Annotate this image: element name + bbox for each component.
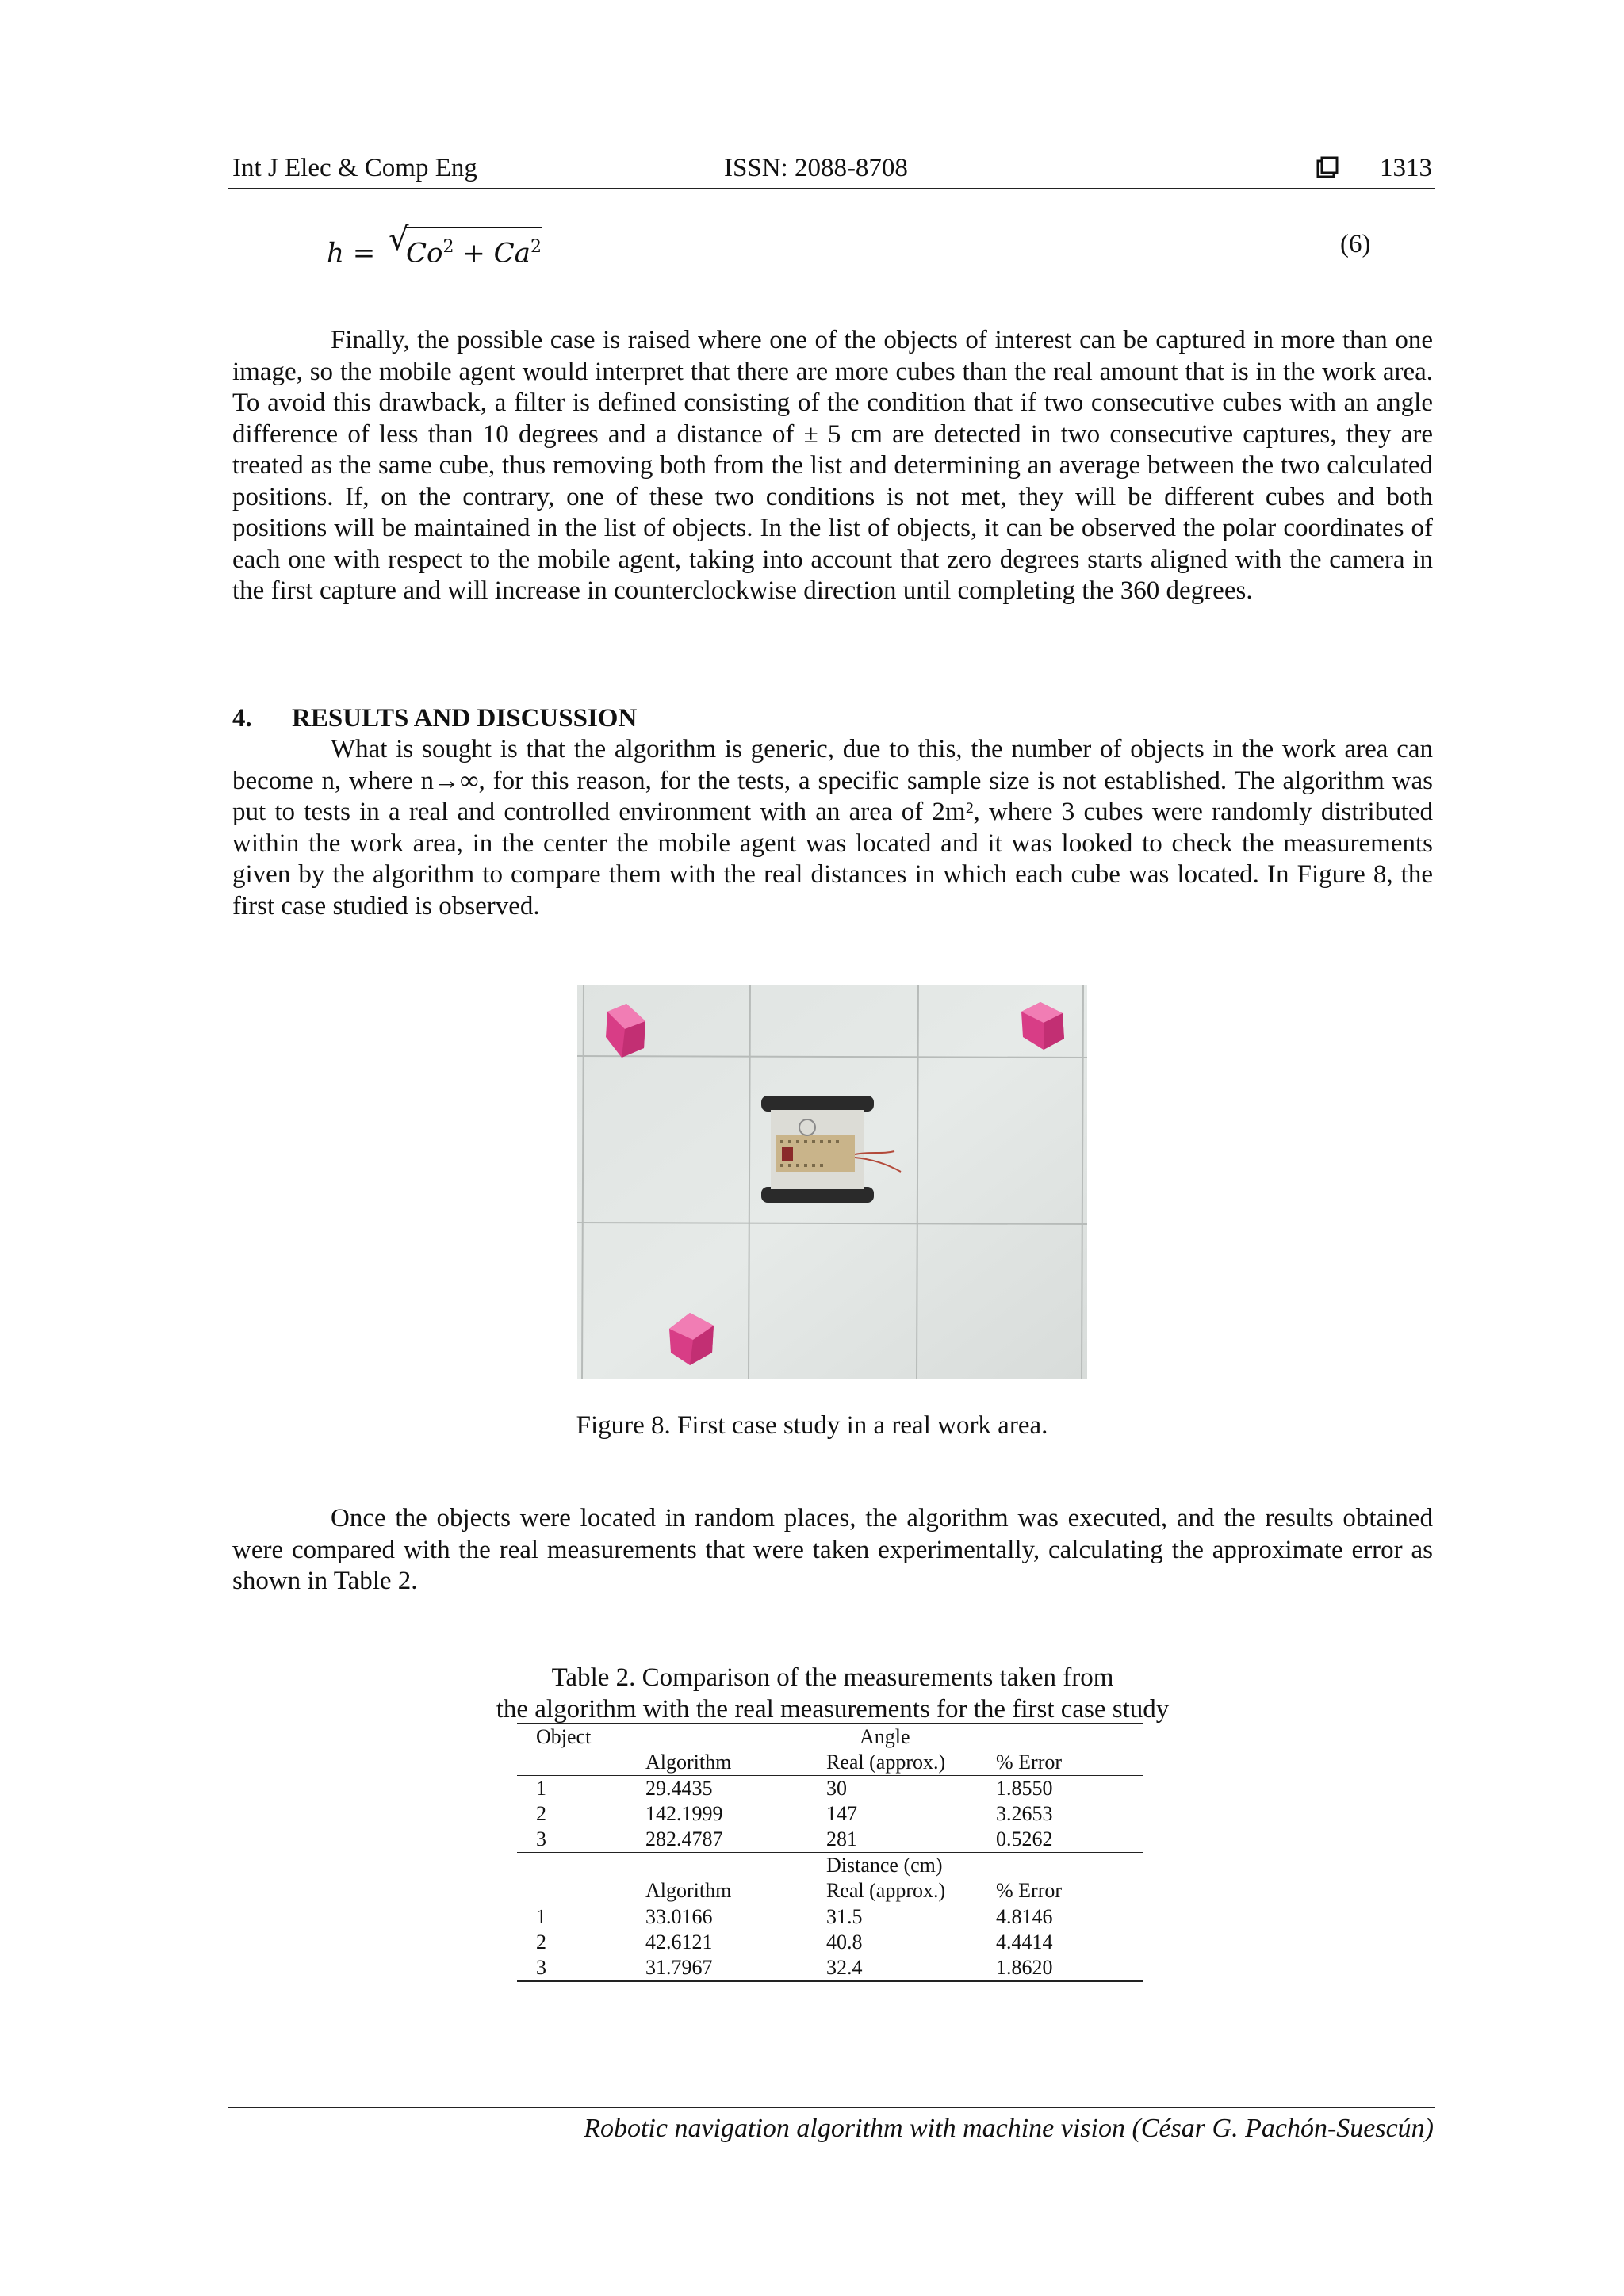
table-bottom-rule — [517, 1980, 1143, 1982]
cell-real: 30 — [826, 1777, 847, 1800]
square-root — [389, 221, 542, 270]
section-number: 4. — [232, 704, 252, 733]
table-group-header — [517, 1724, 1143, 1750]
cell-error: 1.8550 — [996, 1777, 1053, 1800]
equation-term-ca: Ca — [493, 237, 530, 270]
table-caption — [444, 1662, 1221, 1725]
cell-real: 32.4 — [826, 1956, 863, 1979]
distance-group-header: Distance (cm) — [826, 1854, 943, 1877]
table-row — [517, 1904, 1143, 1930]
cell-error: 4.8146 — [996, 1905, 1053, 1928]
paragraph-filter — [232, 325, 1433, 607]
table-column-header — [517, 1878, 1143, 1904]
cell-algorithm: 31.7967 — [645, 1956, 713, 1979]
checkbox-square-icon — [1316, 156, 1339, 180]
section-title: RESULTS AND DISCUSSION — [292, 704, 638, 733]
table-group-header — [517, 1853, 1143, 1878]
exponent: 2 — [530, 237, 542, 257]
exponent: 2 — [442, 237, 454, 257]
error-header: % Error — [996, 1751, 1063, 1774]
real-header: Real (approx.) — [826, 1879, 946, 1902]
header-rule — [228, 188, 1435, 189]
section-heading — [232, 702, 637, 734]
cell-real: 147 — [826, 1802, 857, 1825]
real-header: Real (approx.) — [826, 1751, 946, 1774]
equation-term-co: Co — [406, 237, 443, 270]
table-caption-line-1: Table 2. Comparison of the measurements taken from — [551, 1663, 1114, 1692]
paragraph-results — [232, 734, 1433, 922]
figure-caption: Figure 8. First case study in a real work area. — [576, 1411, 1048, 1440]
error-header: % Error — [996, 1879, 1063, 1902]
cell-object: 3 — [536, 1956, 546, 1979]
footer-rule — [228, 2107, 1435, 2108]
algorithm-header: Algorithm — [645, 1879, 732, 1902]
algorithm-header: Algorithm — [645, 1751, 732, 1774]
cell-algorithm: 142.1999 — [645, 1802, 723, 1825]
cell-algorithm: 33.0166 — [645, 1905, 713, 1928]
radicand — [406, 227, 542, 270]
table-row — [517, 1801, 1143, 1827]
cell-algorithm: 282.4787 — [645, 1827, 723, 1850]
table-row — [517, 1955, 1143, 1980]
cell-algorithm: 42.6121 — [645, 1931, 713, 1954]
equation-number: (6) — [1340, 230, 1371, 258]
equation-6 — [327, 221, 542, 270]
journal-name: Int J Elec & Comp Eng — [232, 154, 477, 182]
cell-real: 31.5 — [826, 1905, 863, 1928]
running-title: Robotic navigation algorithm with machine vision (César G. Pachón-Suescún) — [584, 2114, 1434, 2143]
cell-object: 1 — [536, 1905, 546, 1928]
angle-group-header: Angle — [860, 1725, 910, 1748]
cell-error: 3.2653 — [996, 1802, 1053, 1825]
cell-real: 40.8 — [826, 1931, 863, 1954]
cell-error: 1.8620 — [996, 1956, 1053, 1979]
cell-error: 0.5262 — [996, 1827, 1053, 1850]
table-row — [517, 1930, 1143, 1955]
table-column-header — [517, 1750, 1143, 1775]
cell-real: 281 — [826, 1827, 857, 1850]
table-row — [517, 1776, 1143, 1801]
results-table — [517, 1723, 1143, 1982]
equation-plus: + — [462, 237, 485, 270]
figure-8-photo — [577, 985, 1087, 1379]
paragraph-text: Once the objects were located in random places, the algorithm was executed, and the results obtained were compared with the real measurements that were taken experimentally, calculating the approximate error as shown in Table 2. — [232, 1504, 1433, 1595]
issn: ISSN: 2088-8708 — [724, 154, 908, 182]
table-caption-line-2: the algorithm with the real measurements for the first case study — [496, 1695, 1170, 1724]
page-number: 1313 — [1380, 154, 1432, 182]
cell-error: 4.4414 — [996, 1931, 1053, 1954]
cell-object: 2 — [536, 1931, 546, 1954]
radical-icon: √ — [389, 221, 409, 258]
cell-object: 3 — [536, 1827, 546, 1850]
table-row — [517, 1827, 1143, 1852]
equation-equals: = — [352, 237, 376, 270]
paragraph-text: What is sought is that the algorithm is generic, due to this, the number of objects in the work area can become n, where n→∞, for this reason, for the tests, a specific sample size is not established. The algorithm was put to tests in a real and controlled environment with an area of 2m², where 3 cubes were randomly distributed within the work area, in the center the mobile agent was located and it was looked to check the measurements given by the algorithm to compare them with the real distances in which each cube was located. In Figure 8, the first case studied is observed. — [232, 735, 1433, 920]
object-header: Object — [536, 1725, 592, 1748]
cell-object: 2 — [536, 1802, 546, 1825]
equation-lhs: h — [327, 237, 344, 270]
paragraph-comparison — [232, 1503, 1433, 1598]
cell-algorithm: 29.4435 — [645, 1777, 713, 1800]
cell-object: 1 — [536, 1777, 546, 1800]
paragraph-text: Finally, the possible case is raised where one of the objects of interest can be captured in more than one image, so the mobile agent would interpret that there are more cubes than the real amount that is in the work area. To avoid this drawback, a filter is defined consisting of the condition that if two consecutive cubes with an angle difference of less than 10 degrees and a distance of ± 5 cm are detected in two consecutive captures, they are treated as the same cube, thus removing both from the list and determining an average between the two calculated positions. If, on the contrary, one of these two conditions is not met, they will be different cubes and both positions will be maintained in the list of objects. In the list of objects, it can be observed the polar coordinates of each one with respect to the mobile agent, taking into account that zero degrees starts aligned with the camera in the first capture and will increase in counterclockwise direction until completing the 360 degrees. — [232, 326, 1433, 605]
